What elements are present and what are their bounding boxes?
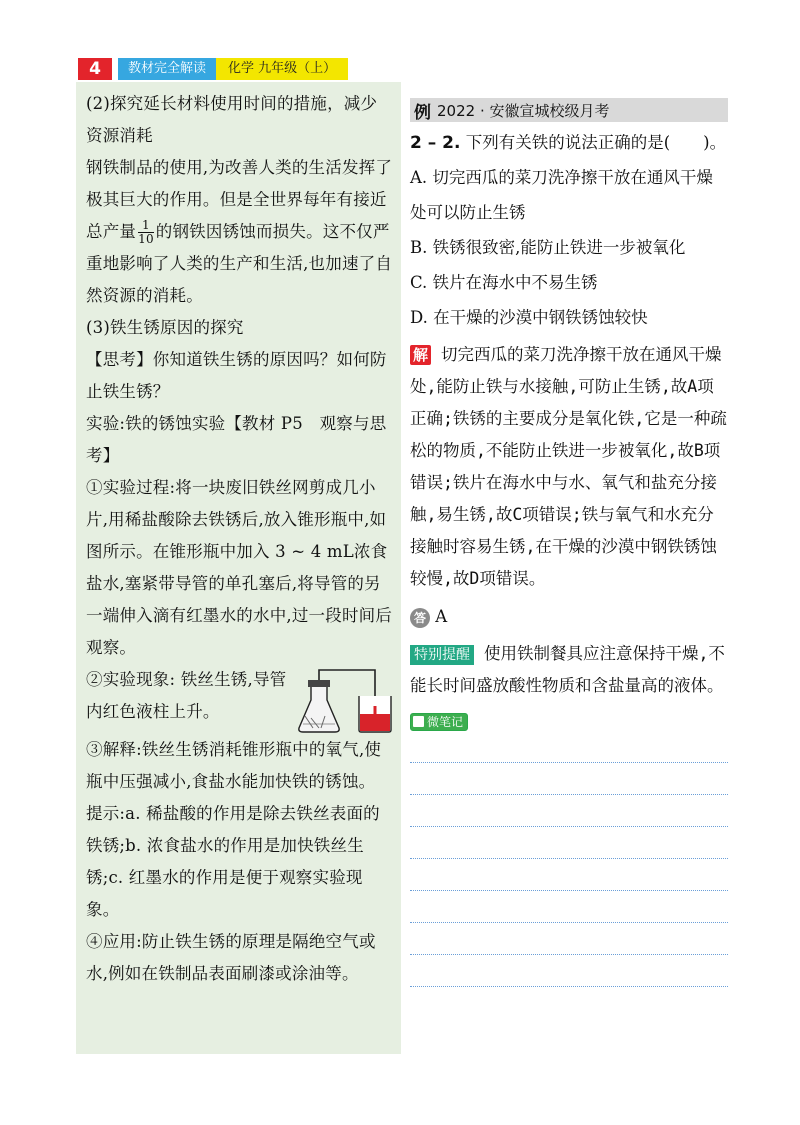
page-header [78,58,348,80]
notes-section [410,712,728,987]
note-line[interactable] [410,891,728,923]
book-title: 教材完全解读 [118,58,216,80]
note-line[interactable] [410,795,728,827]
example-source: 2022 · 安徽宣城校级月考 [437,101,610,120]
option-d: D. 在干燥的沙漠中钢铁锈蚀较快 [410,308,648,327]
tip-badge: 特别提醒 [410,645,474,665]
left-panel [76,82,401,1054]
solution-badge: 解 [410,345,431,365]
experiment-hint: 提示:a. 稀盐酸的作用是除去铁丝表面的铁锈;b. 浓食盐水的作用是加快铁丝生锈;c. 红墨水的作用是便于观察实验现象。 [86,804,380,919]
paragraph-steel-b: 的钢铁因锈蚀而损失。这不仅严重地影响了人类的生产和生活,也加速了自然资源的消耗。 [86,222,393,305]
note-line[interactable] [410,763,728,795]
fraction-denominator: 10 [138,232,154,246]
apparatus-illustration [297,666,393,734]
subject-grade: 化学 九年级（上） [216,58,348,80]
experiment-phenomenon: ②实验现象: 铁丝生锈,导管内红色液柱上升。 [86,670,287,721]
notes-badge [410,713,468,731]
right-panel [410,98,728,987]
experiment-process: ①实验过程:将一块废旧铁丝网剪成几小片,用稀盐酸除去铁锈后,放入锥形瓶中,如图所示。在锥形瓶中加入 3 ~ 4 mL浓食盐水,塞紧带导管的单孔塞后,将导管的另一端伸入滴有红墨水的水中,过一段时间后观察。 [86,478,393,657]
experiment-explanation: ③解释:铁丝生锈消耗锥形瓶中的氧气,使瓶中压强减小,食盐水能加快铁的锈蚀。 [86,740,382,791]
answer-line [410,599,728,634]
option-b: B. 铁锈很致密,能防止铁进一步被氧化 [410,238,686,257]
tip-text: 使用铁制餐具应注意保持干燥,不能长时间盛放酸性物质和含盐量高的液体。 [410,644,725,695]
note-line[interactable] [410,859,728,891]
option-c: C. 铁片在海水中不易生锈 [410,273,598,292]
notes-label: 微笔记 [427,715,464,729]
solution [410,339,728,595]
section-heading-3: (3)铁生锈原因的探究 [86,318,244,337]
example-label: 例 [414,102,431,123]
question-number: 2 – 2. [410,133,461,153]
note-line[interactable] [410,731,728,763]
question-stem [410,125,728,160]
note-line[interactable] [410,827,728,859]
solution-text: 切完西瓜的菜刀洗净擦干放在通风干燥处,能防止铁与水接触,可防止生锈,故A项正确;铁锈的主要成分是氧化铁,它是一种疏松的物质,不能防止铁进一步被氧化,故B项错误;铁片在海水中与水、氧气和盐充分接触,易生锈,故C项错误;铁与氧气和水充分接触时容易生锈,在干燥的沙漠中钢铁锈蚀较慢,故D项错误。 [410,345,727,588]
answer-badge: 答 [410,608,430,628]
pencil-icon [413,716,424,727]
section-heading-2: (2)探究延长材料使用时间的措施，减少资源消耗 [86,94,378,145]
note-line[interactable] [410,955,728,987]
experiment-title: 实验:铁的锈蚀实验【教材 P5 观察与思考】 [86,414,387,465]
paragraph-steel-a: 钢铁制品的使用,为改善人类的生活发挥了极其巨大的作用。但是全世界每年有接近总产量 [86,158,393,241]
answer-value: A [435,607,448,626]
paragraph-steel [86,152,393,312]
page-number: 4 [78,58,112,80]
fraction-numerator: 1 [138,219,154,233]
phenomenon-row [86,664,393,734]
experiment-application: ④应用:防止铁生锈的原理是隔绝空气或水,例如在铁制品表面刷漆或涂油等。 [86,932,376,983]
fraction-one-tenth [138,219,154,246]
think-prompt: 【思考】你知道铁生锈的原因吗？如何防止铁生锈？ [86,350,387,401]
example-header [410,98,728,122]
question-text: 下列有关铁的说法正确的是( )。 [465,133,727,152]
note-line[interactable] [410,923,728,955]
option-a: A. 切完西瓜的菜刀洗净擦干放在通风干燥处可以防止生锈 [410,168,713,222]
special-tip [410,638,728,702]
